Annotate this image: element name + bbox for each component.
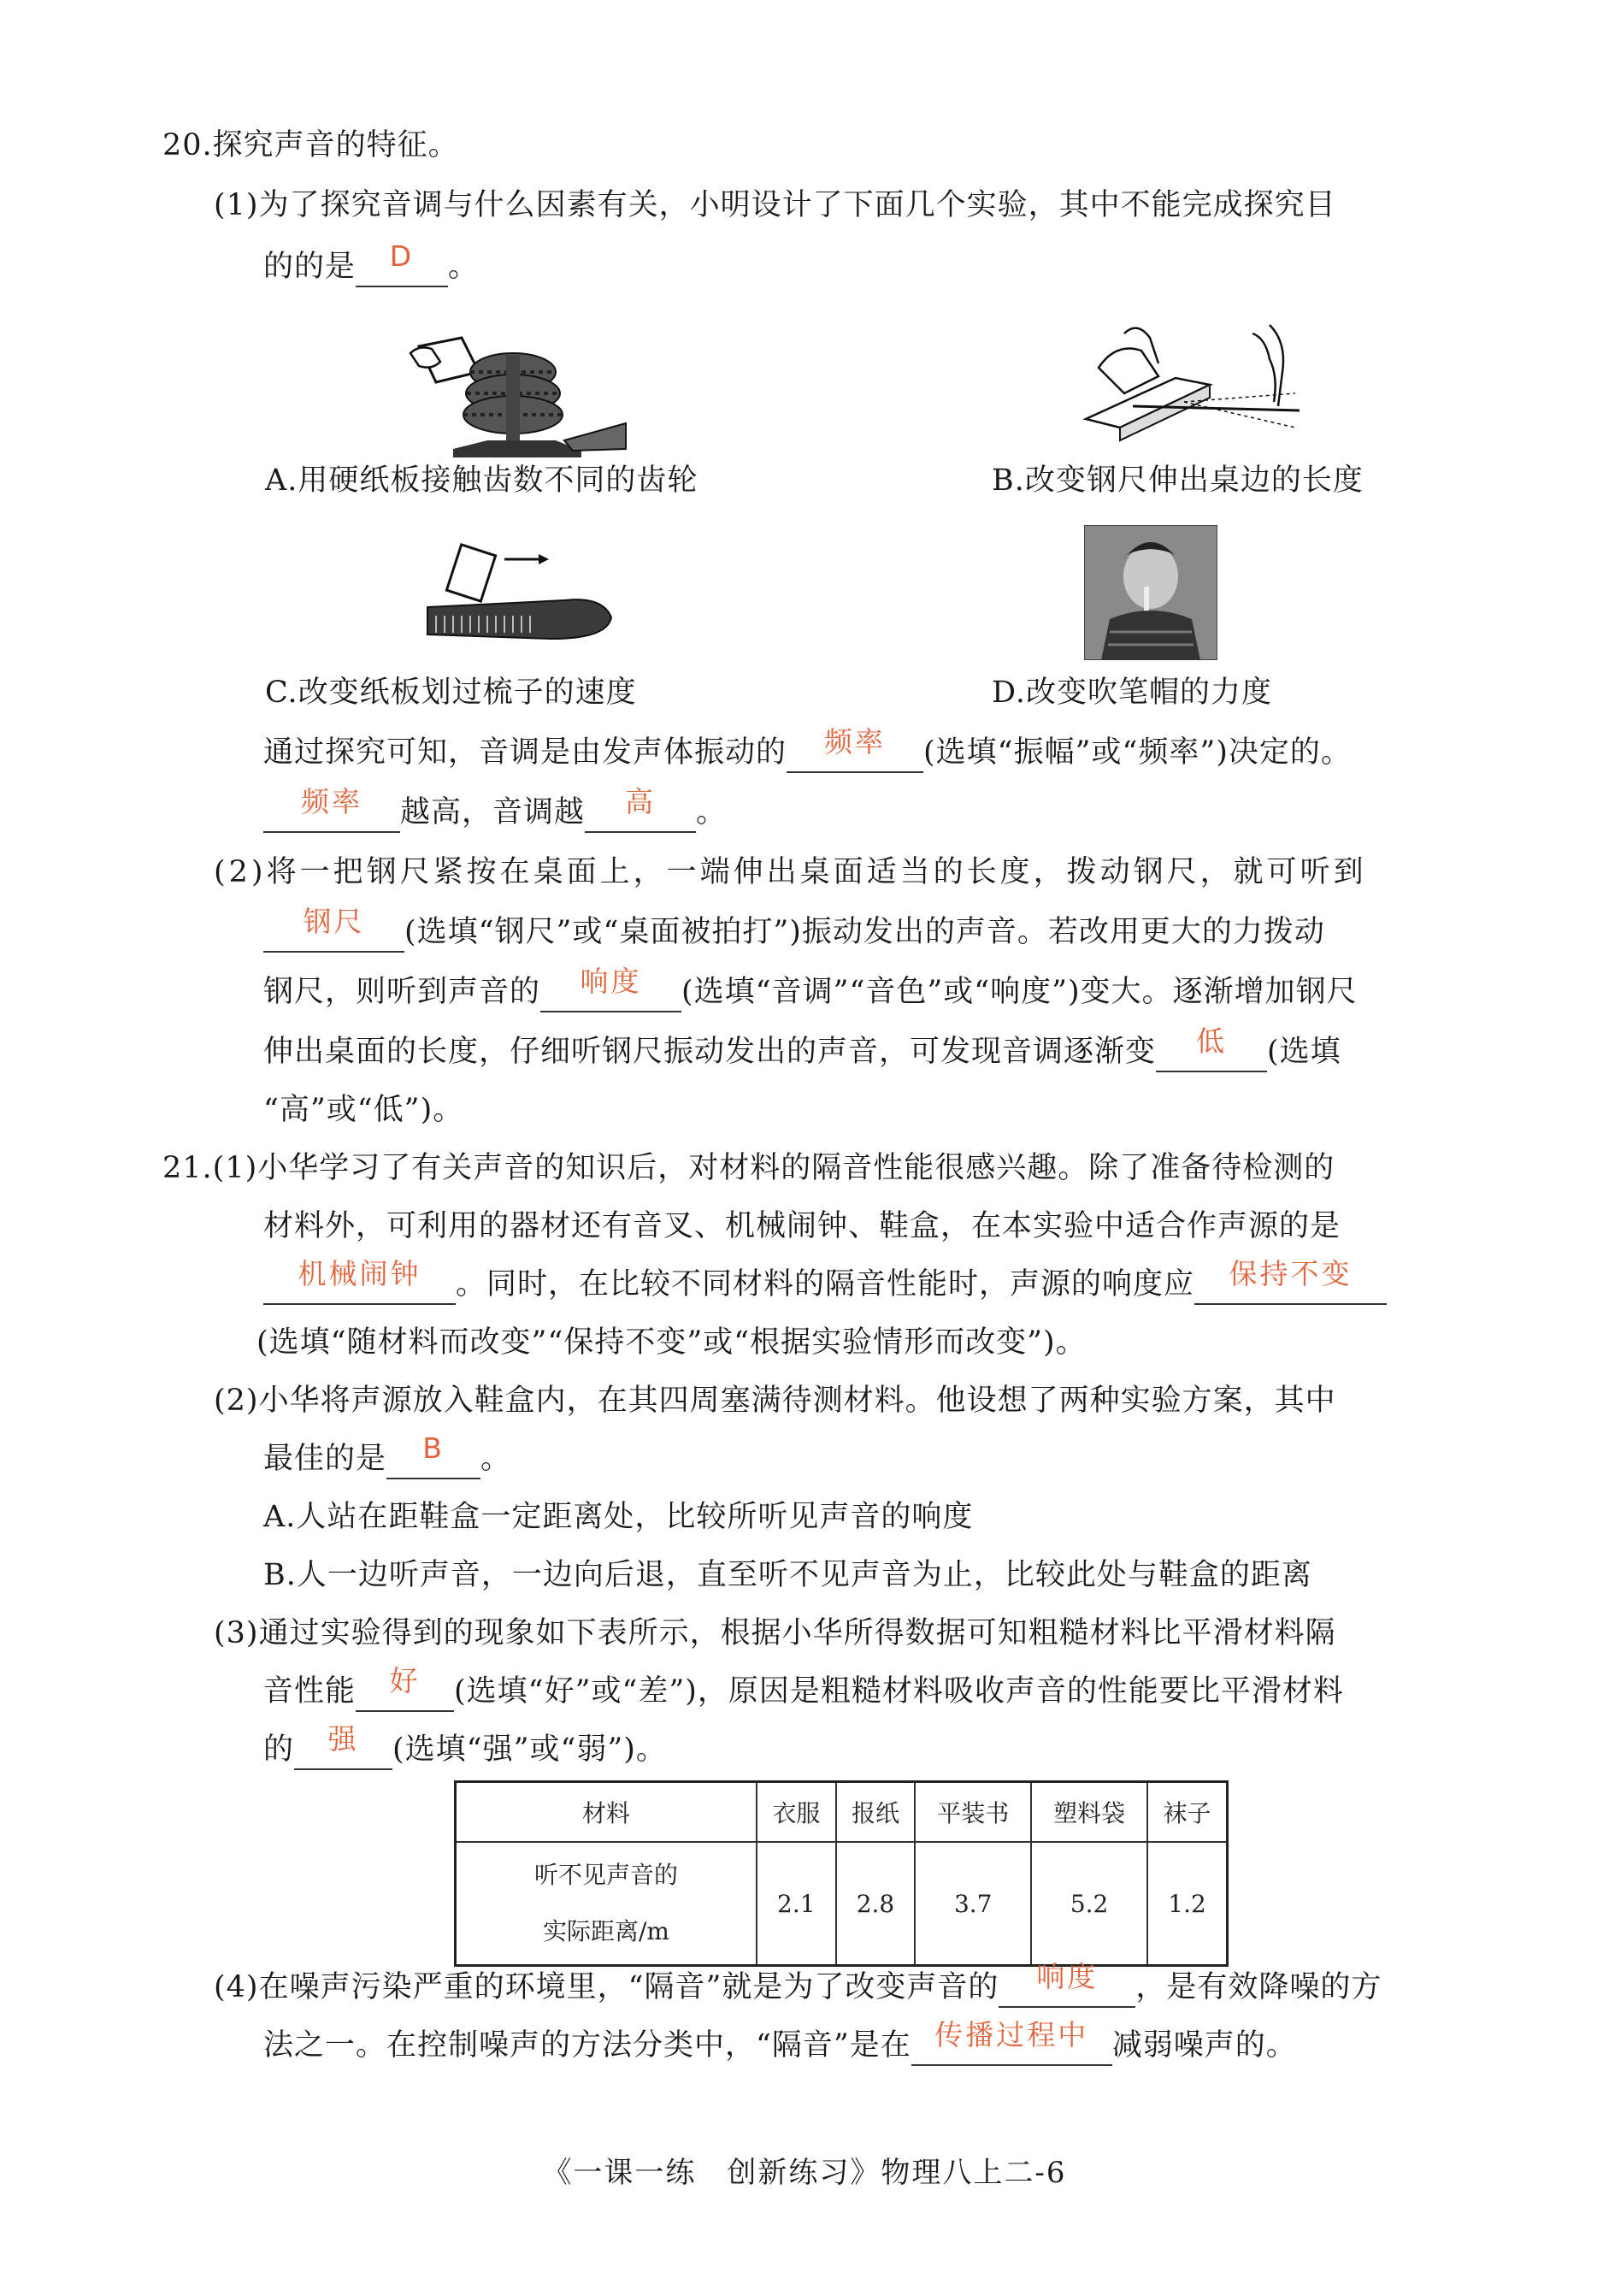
q20-part2-line4: 伸出桌面的长度，仔细听钢尺振动发出的声音，可发现音调逐渐变 低 (选填	[263, 1031, 1341, 1072]
q21-part1-line1: 21.(1)小华学习了有关声音的知识后，对材料的隔音性能很感兴趣。除了准备待检测的	[162, 1151, 1335, 1185]
answer-text: 钢尺	[303, 905, 365, 938]
q20-part2-line2: 钢尺 (选填“钢尺”或“桌面被拍打”)振动发出的声音。若改用更大的力拨动	[263, 912, 1325, 953]
answer-text: D	[389, 239, 415, 273]
q21-option-b: B.人一边听声音，一边向后退，直至听不见声音为止，比较此处与鞋盒的距离	[263, 1558, 1312, 1592]
q20-conclusion: 通过探究可知，音调是由发声体振动的 频率 (选填“振幅”或“频率”)决定的。	[263, 732, 1352, 773]
answer-blank	[540, 965, 681, 1012]
answer-blank	[999, 1960, 1135, 2008]
boy-photo-figure	[1084, 525, 1217, 660]
table-header-cell: 衣服	[757, 1782, 836, 1843]
answer-blank	[356, 1664, 454, 1712]
option-c-caption: C.改变纸板划过梳子的速度	[265, 676, 637, 710]
sound-insulation-table	[454, 1780, 1229, 1967]
answer-blank	[263, 905, 404, 953]
answer-text: B	[422, 1431, 445, 1465]
option-a-caption: A.用硬纸板接触齿数不同的齿轮	[265, 463, 698, 498]
answer-blank	[263, 785, 400, 833]
answer-text: 响度	[1036, 1960, 1099, 1993]
table-header-cell: 塑料袋	[1031, 1782, 1147, 1843]
table-cell: 1.2	[1147, 1842, 1227, 1966]
answer-blank	[1194, 1257, 1387, 1305]
page-footer: 《一课一练 创新练习》物理八上二-6	[542, 2156, 1067, 2190]
answer-text: 保持不变	[1229, 1257, 1353, 1290]
answer-text: 高	[625, 785, 657, 818]
gear-apparatus-figure	[402, 321, 633, 462]
q20-part1-line2: 的的是 D 。	[263, 246, 479, 287]
table-row-label: 听不见声音的 实际距离/m	[456, 1842, 757, 1966]
table-cell: 3.7	[915, 1842, 1031, 1966]
answer-blank	[911, 2018, 1112, 2066]
answer-text: 频率	[824, 725, 887, 758]
option-d-caption: D.改变吹笔帽的力度	[992, 676, 1272, 710]
table-header-cell: 袜子	[1147, 1782, 1227, 1843]
q20-part2-line1: (2)将一把钢尺紧按在桌面上，一端伸出桌面适当的长度，拨动钢尺，就可听到	[214, 855, 1367, 889]
table-cell: 5.2	[1031, 1842, 1147, 1966]
steel-ruler-figure	[1082, 316, 1312, 457]
q21-part1-line3: 机械闹钟 。同时，在比较不同材料的隔音性能时，声源的响度应 保持不变	[263, 1264, 1387, 1305]
q21-part4-line1: (4)在噪声污染严重的环境里，“隔音”就是为了改变声音的 响度 ，是有效降噪的方	[214, 1967, 1382, 2008]
q20-conclusion-line2: 频率 越高，音调越 高 。	[263, 792, 727, 833]
q21-part2-line2: 最佳的是 B 。	[263, 1438, 511, 1479]
q21-part3-line1: (3)通过实验得到的现象如下表所示，根据小华所得数据可知粗糙材料比平滑材料隔	[214, 1616, 1336, 1650]
answer-blank	[263, 1257, 456, 1305]
table-header-cell: 平装书	[915, 1782, 1031, 1843]
comb-figure	[419, 540, 616, 652]
q20-part1-line1: (1)为了探究音调与什么因素有关，小明设计了下面几个实验，其中不能完成探究目	[214, 188, 1336, 222]
answer-text: 好	[389, 1664, 421, 1697]
q21-part3-line3: 的 强 (选填“强”或“弱”)。	[263, 1729, 667, 1770]
answer-text: 低	[1196, 1024, 1228, 1058]
answer-text: 传播过程中	[934, 2018, 1089, 2051]
table-header-cell: 材料	[456, 1782, 757, 1843]
q20-part2-line5: “高”或“低”)。	[263, 1093, 464, 1127]
q21-part1-line4: (选填“随材料而改变”“保持不变”或“根据实验情形而改变”)。	[256, 1325, 1087, 1360]
answer-blank	[356, 239, 448, 287]
answer-text: 强	[327, 1722, 359, 1756]
q21-option-a: A.人站在距鞋盒一定距离处，比较所听见声音的响度	[263, 1500, 974, 1534]
table-cell: 2.1	[757, 1842, 836, 1966]
answer-blank	[585, 785, 696, 833]
option-b-caption: B.改变钢尺伸出桌边的长度	[992, 463, 1364, 498]
answer-text: 频率	[301, 785, 362, 818]
q20-title: 20.探究声音的特征。	[162, 128, 459, 162]
answer-blank	[787, 725, 923, 773]
q20-part2-line3: 钢尺，则听到声音的 响度 (选填“音调”“音色”或“响度”)变大。逐渐增加钢尺	[263, 971, 1358, 1012]
q21-part3-line2: 音性能 好 (选填“好”或“差”)，原因是粗糙材料吸收声音的性能要比平滑材料	[263, 1671, 1344, 1712]
table-row	[456, 1842, 1228, 1966]
q21-part4-line2: 法之一。在控制噪声的方法分类中，“隔音”是在 传播过程中 减弱噪声的。	[263, 2025, 1297, 2066]
q21-part2-line1: (2)小华将声源放入鞋盒内，在其四周塞满待测材料。他设想了两种实验方案，其中	[214, 1384, 1336, 1418]
table-header-row	[456, 1782, 1228, 1843]
table-cell: 2.8	[836, 1842, 916, 1966]
table-header-cell: 报纸	[836, 1782, 916, 1843]
answer-text: 响度	[580, 965, 642, 998]
answer-blank	[386, 1431, 480, 1479]
q21-part1-line2: 材料外，可利用的器材还有音叉、机械闹钟、鞋盒，在本实验中适合作声源的是	[263, 1209, 1341, 1243]
answer-text: 机械闹钟	[298, 1257, 421, 1290]
answer-blank	[1156, 1024, 1267, 1072]
answer-blank	[294, 1722, 392, 1770]
